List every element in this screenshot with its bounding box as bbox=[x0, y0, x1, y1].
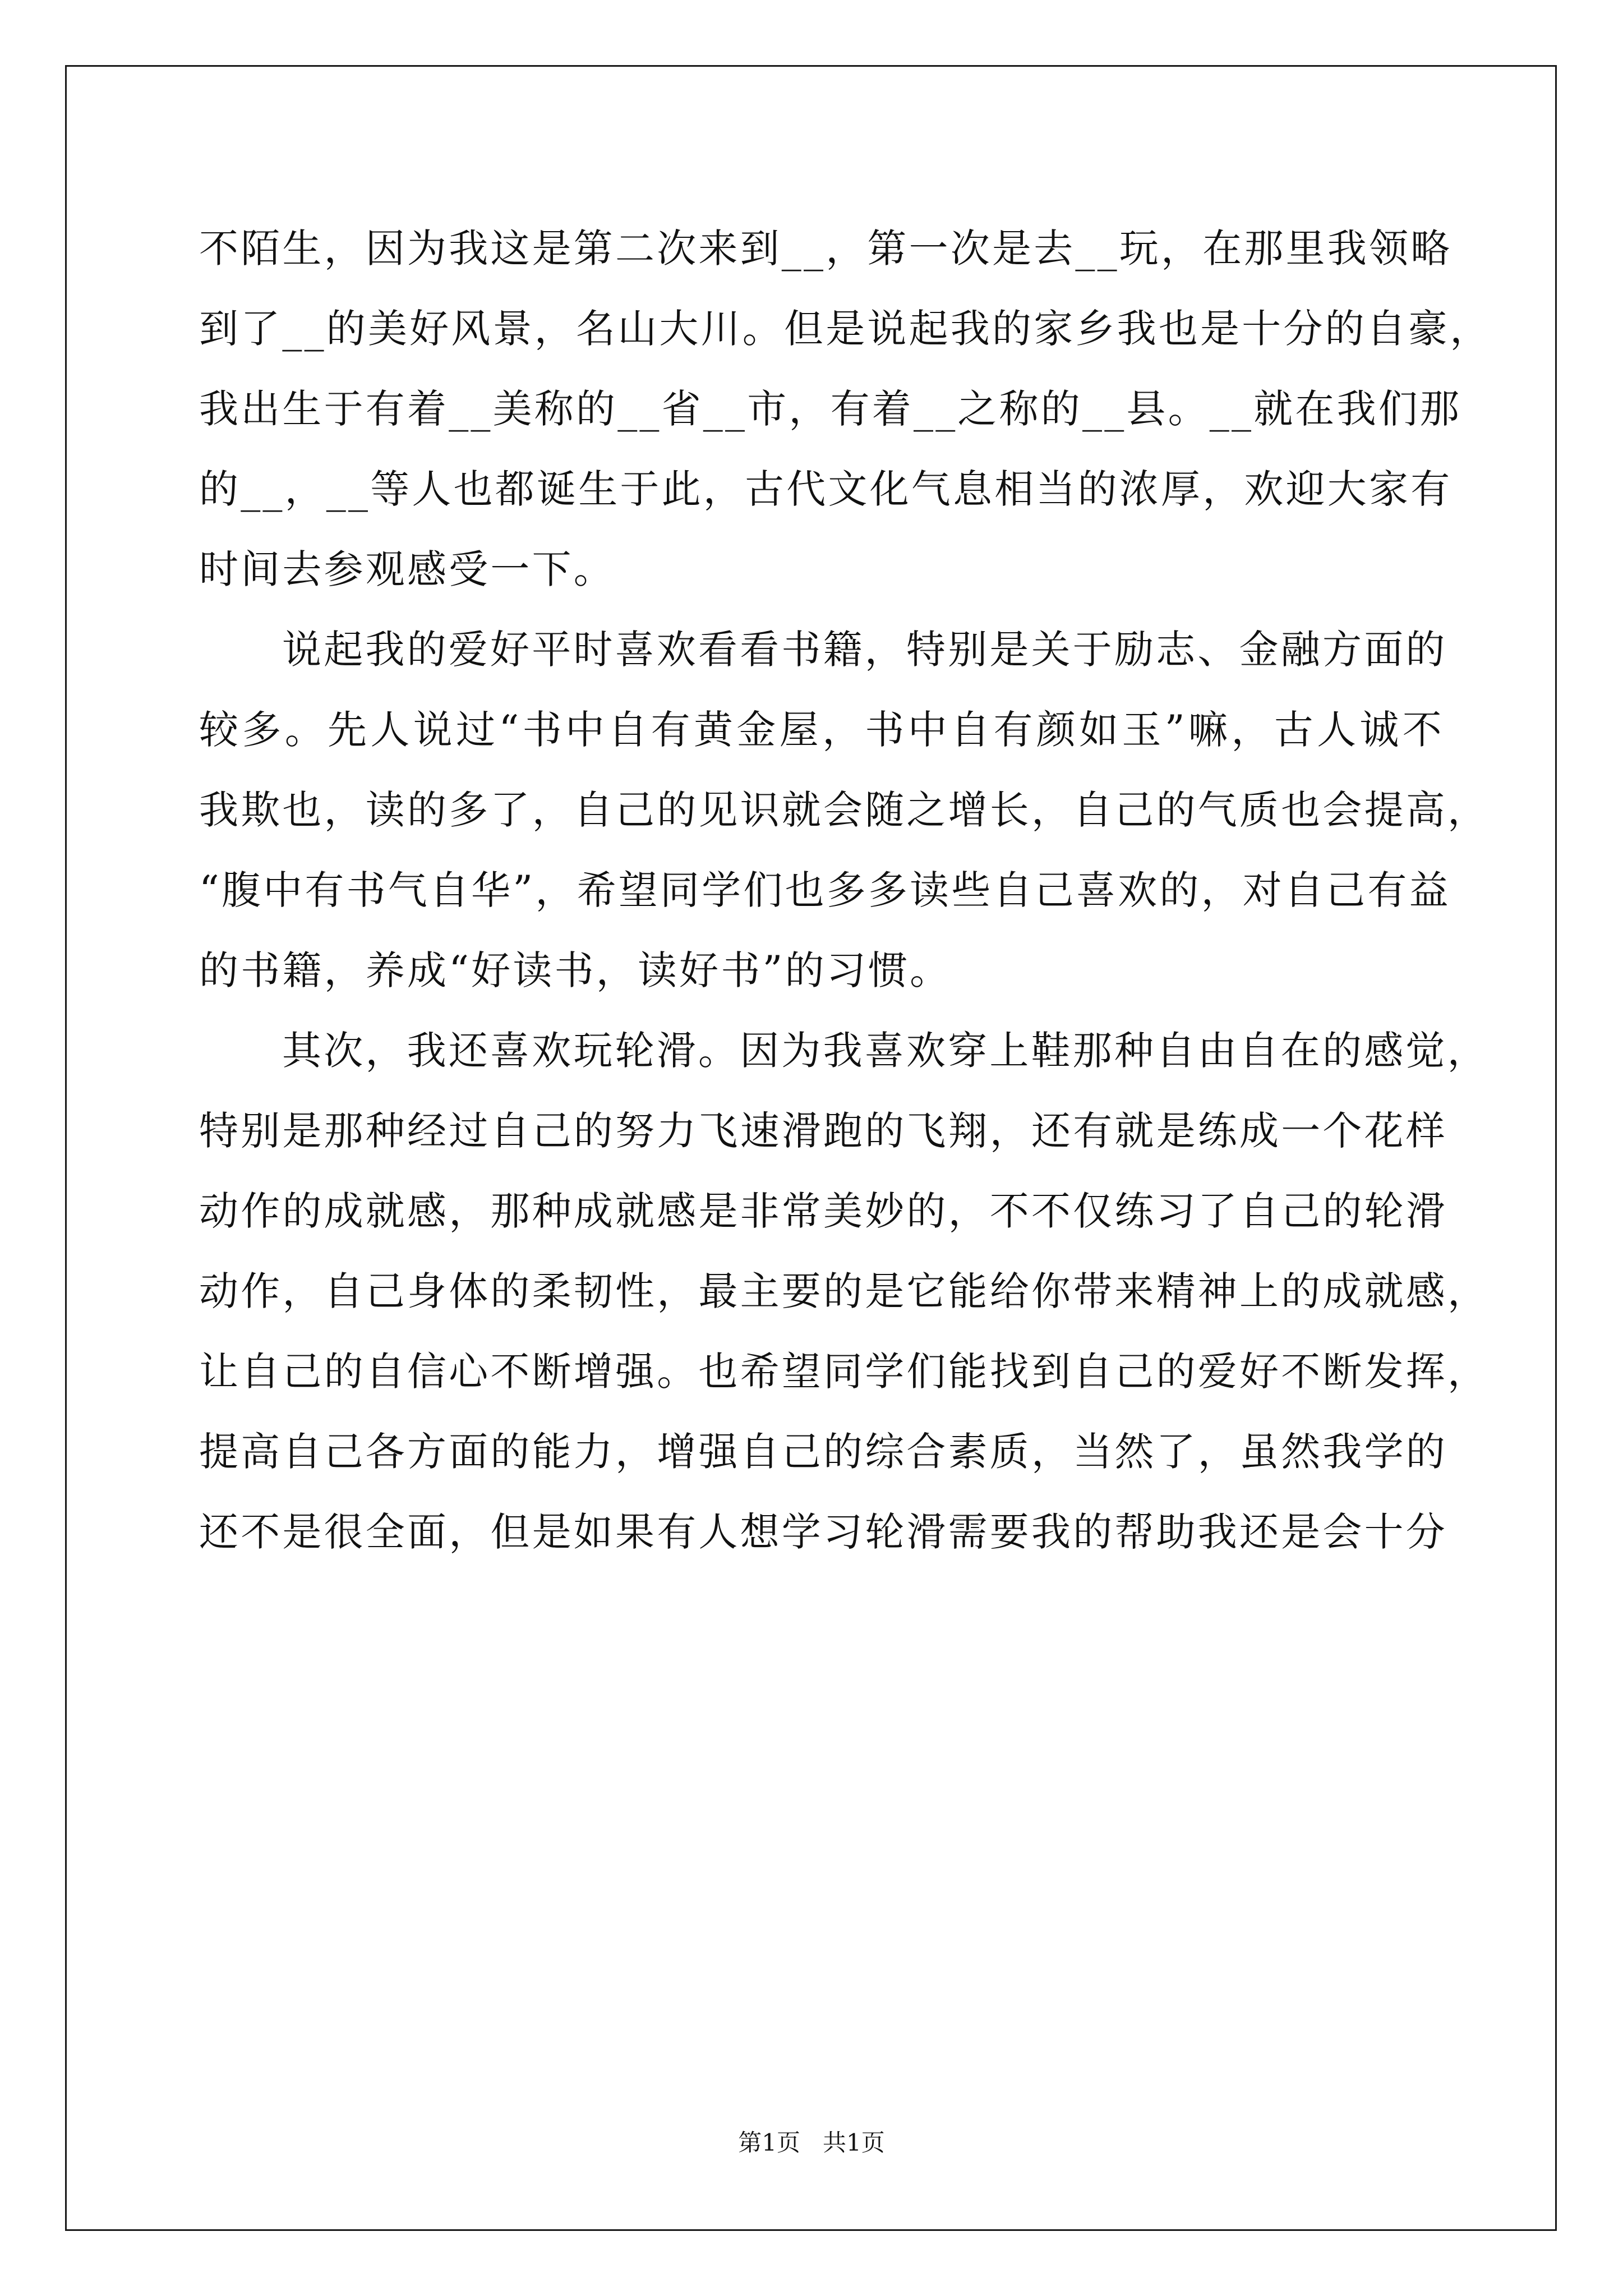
text-line: 不陌生，因为我这是第二次来到__，第一次是去__玩，在那里我领略 bbox=[199, 226, 1453, 272]
text-line: 还不是很全面，但是如果有人想学习轮滑需要我的帮助我还是会十分 bbox=[199, 1509, 1447, 1555]
text-line: 时间去参观感受一下。 bbox=[199, 546, 615, 592]
text-line: 的__，__等人也都诞生于此，古代文化气息相当的浓厚，欢迎大家有 bbox=[199, 466, 1453, 512]
page-total: 共1页 bbox=[823, 2129, 885, 2156]
text-line: 的书籍，养成“好读书，读好书”的习惯。 bbox=[199, 947, 952, 993]
text-line: “腹中有书气自华”，希望同学们也多多读些自己喜欢的，对自己有益 bbox=[199, 867, 1451, 913]
paragraph-first-line: 其次，我还喜欢玩轮滑。因为我喜欢穿上鞋那种自由自在的感觉， bbox=[282, 1028, 1489, 1074]
document-body bbox=[199, 209, 1492, 1572]
text-line: 我欺也，读的多了，自己的见识就会随之增长，自己的气质也会提高， bbox=[199, 787, 1490, 833]
paragraph-first-line: 说起我的爱好平时喜欢看看书籍，特别是关于励志、金融方面的 bbox=[282, 627, 1447, 673]
page-number: 第1页 bbox=[738, 2129, 800, 2156]
text-line: 较多。先人说过“书中自有黄金屋，书中自有颜如玉”嘛，古人诚不 bbox=[199, 707, 1444, 753]
text-line: 我出生于有着__美称的__省__市，有着__之称的__县。__就在我们那 bbox=[199, 386, 1462, 432]
text-line: 动作的成就感，那种成就感是非常美妙的，不不仅练习了自己的轮滑 bbox=[199, 1188, 1447, 1234]
text-line: 让自己的自信心不断增强。也希望同学们能找到自己的爱好不断发挥， bbox=[199, 1349, 1490, 1395]
text-line: 特别是那种经过自己的努力飞速滑跑的飞翔，还有就是练成一个花样 bbox=[199, 1108, 1447, 1154]
text-line: 到了__的美好风景，名山大川。但是说起我的家乡我也是十分的自豪， bbox=[199, 306, 1492, 352]
page-footer bbox=[0, 2126, 1623, 2160]
text-line: 提高自己各方面的能力，增强自己的综合素质，当然了，虽然我学的 bbox=[199, 1429, 1447, 1475]
text-line: 动作，自己身体的柔韧性，最主要的是它能给你带来精神上的成就感， bbox=[199, 1268, 1490, 1314]
